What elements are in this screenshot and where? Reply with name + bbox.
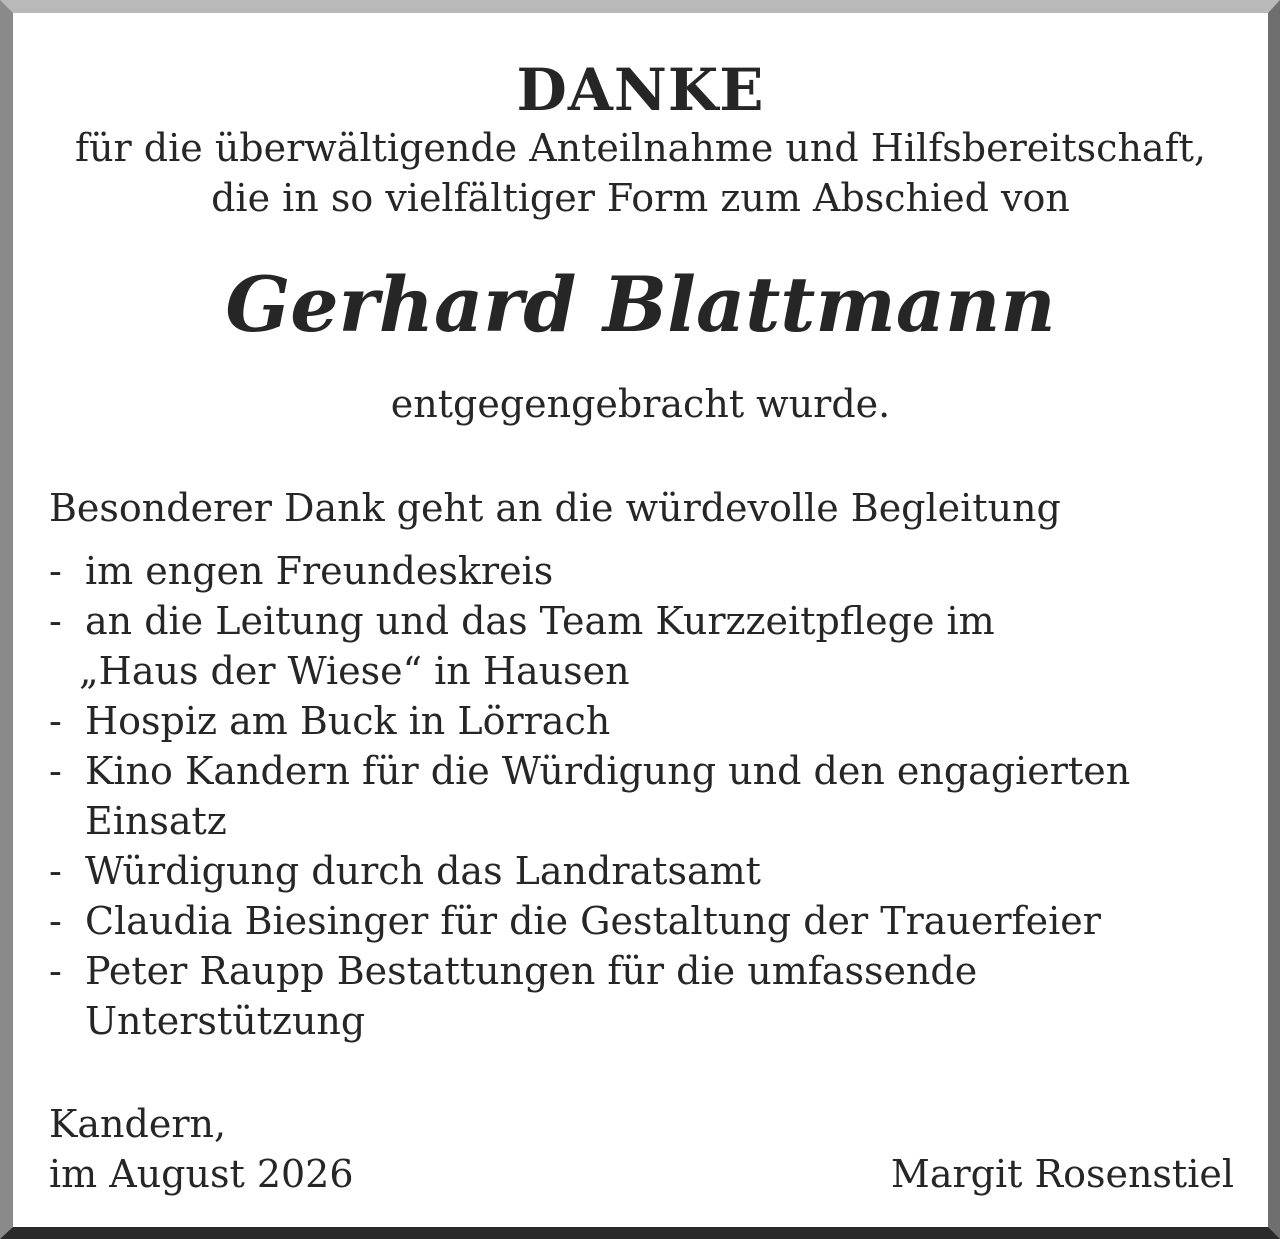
list-item — [49, 946, 1249, 1046]
bullet-dash: - — [49, 749, 62, 793]
list-item — [49, 746, 1249, 846]
list-item-line: Kino Kandern für die Würdigung und den engagierten — [85, 749, 1131, 793]
closing-text: entgegengebracht wurde. — [390, 382, 891, 426]
bullet-dash: - — [49, 849, 62, 893]
bullet-dash: - — [49, 899, 62, 943]
intro-line-2: die in so vielfältiger Form zum Abschied von — [211, 176, 1070, 220]
thanks-list — [49, 546, 1249, 1046]
list-item-line: Unterstützung — [85, 999, 366, 1043]
bullet-dash: - — [49, 549, 62, 593]
list-item-line: Würdigung durch das Landratsamt — [85, 849, 761, 893]
thank-you-notice — [13, 13, 1268, 1227]
place-and-date — [49, 1099, 354, 1199]
list-item-line: im engen Freundeskreis — [85, 549, 554, 593]
intro-line-1: für die überwältigende Anteilnahme und Hilfsbereitschaft, — [75, 126, 1206, 170]
list-item-line: „Haus der Wiese“ in Hausen — [79, 649, 630, 693]
list-item — [49, 546, 1249, 596]
notice-heading: DANKE — [516, 56, 765, 124]
date: im August 2026 — [49, 1152, 354, 1196]
signature: Margit Rosenstiel — [890, 1152, 1234, 1196]
list-item-line: an die Leitung und das Team Kurzzeitpflege im — [85, 599, 995, 643]
place: Kandern, — [49, 1102, 227, 1146]
bullet-dash: - — [49, 599, 62, 643]
list-item-line: Hospiz am Buck in Lörrach — [85, 699, 611, 743]
list-item-line: Einsatz — [85, 799, 227, 843]
list-item — [49, 696, 1249, 746]
intro-text — [13, 123, 1268, 223]
deceased-name: Gerhard Blattmann — [225, 260, 1056, 349]
bullet-dash: - — [49, 699, 62, 743]
list-item — [49, 846, 1249, 896]
list-item — [49, 896, 1249, 946]
list-item — [49, 596, 1249, 696]
list-item-line: Peter Raupp Bestattungen für die umfassende — [85, 949, 978, 993]
list-item-line: Claudia Biesinger für die Gestaltung der Trauerfeier — [85, 899, 1101, 943]
bullet-dash: - — [49, 949, 62, 993]
thanks-intro: Besonderer Dank geht an die würdevolle Begleitung — [49, 486, 1061, 530]
